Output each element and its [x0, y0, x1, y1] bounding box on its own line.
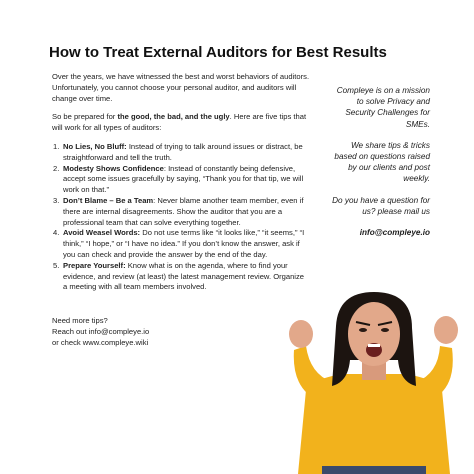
mission-text: Compleye is on a mission to solve Privacy and Security Challenges for SMEs. — [336, 86, 430, 129]
teeth — [368, 344, 380, 347]
sweater-body — [298, 374, 450, 474]
prepare-bold: the good, the bad, and the ugly — [117, 112, 230, 122]
tips-list — [52, 142, 310, 293]
prepare-paragraph — [52, 112, 310, 134]
more-tips-line: Need more tips? — [52, 316, 108, 325]
sidebar-callout — [332, 85, 430, 238]
contact-email-line[interactable]: Reach out info@compleye.io — [52, 326, 150, 336]
email-link[interactable]: info@compleye.io — [359, 228, 430, 238]
article-body — [52, 72, 310, 293]
celebrating-woman-image — [274, 290, 474, 474]
tip-title: Don’t Blame – Be a Team — [63, 195, 154, 205]
page-title: How to Treat External Auditors for Best Results — [49, 44, 387, 61]
list-item — [63, 142, 310, 164]
prepare-after: . Here are five tips that will work for all types of auditors: — [52, 112, 307, 133]
tip-title: Modesty Shows Confidence — [63, 163, 164, 173]
left-fist — [289, 320, 313, 348]
list-item — [63, 196, 310, 228]
tip-text: Do not use terms like “it looks like,” “it seems,” “I think,” “I hope,” or “I have no idea.” If you don’t know the answer, ask if you can check and provide the answer by the end of the day. — [63, 228, 305, 259]
list-item — [63, 164, 310, 196]
eye-left — [359, 328, 367, 332]
tip-title: Prepare Yourself: — [63, 260, 126, 270]
tip-text: : Never blame another team member, even if there are internal disagreements. Show the auditor that you are a professional team that can solve everything together. — [63, 195, 304, 227]
list-item — [63, 261, 310, 293]
tip-title: No Lies, No Bluff: — [63, 141, 127, 151]
wiki-link-line[interactable]: or check www.compleye.wiki — [52, 337, 149, 347]
tip-title: Avoid Weasel Words: — [63, 228, 141, 238]
tip-text: Know what is on the agenda, where to find your evidence, and review (at least) the latest management review. Organize a meeting with all team members involved. — [63, 260, 305, 292]
jeans — [322, 466, 426, 474]
tip-text: Instead of trying to talk around issues or distract, be straightforward and tell the truth. — [63, 141, 303, 162]
tips-share-text: We share tips & tricks based on questions raised by our clients and post weekly. — [334, 140, 430, 184]
question-text: Do you have a question for us? please mail us — [332, 195, 430, 216]
tip-text: : Instead of constantly being defensive, accept some issues gracefully by saying, “Thank you for that tip, we will work on that.” — [63, 163, 304, 195]
right-fist — [434, 316, 458, 344]
more-tips-block — [52, 316, 212, 348]
intro-paragraph: Over the years, we have witnessed the best and worst behaviors of auditors. Unfortunately, you cannot choose your personal auditor, and auditors will change over time. — [52, 72, 310, 103]
prepare-before: So be prepared for — [52, 112, 118, 122]
list-item — [63, 228, 310, 260]
eye-right — [381, 328, 389, 332]
